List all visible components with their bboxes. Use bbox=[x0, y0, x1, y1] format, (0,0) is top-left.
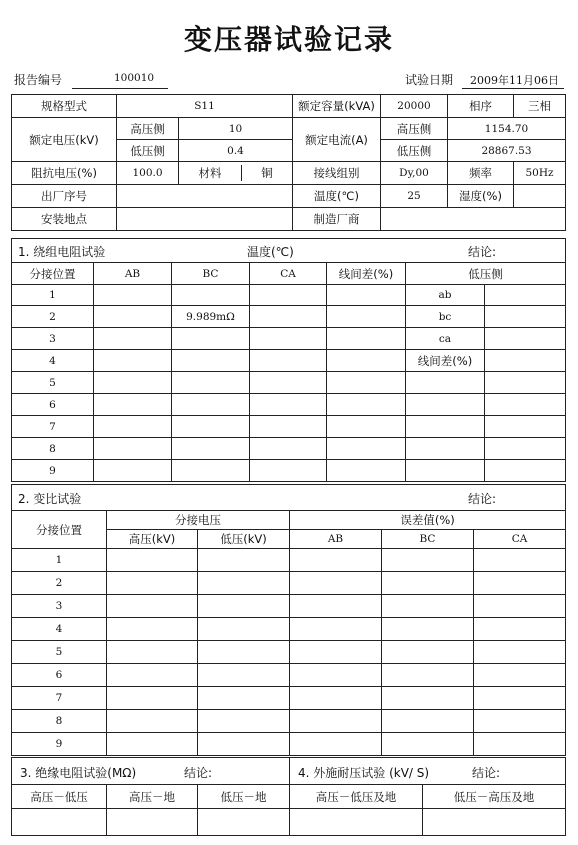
ins-col-lv-gnd: 低压－地 bbox=[198, 785, 290, 809]
winding-resistance-title: 1. 绕组电阻试验 bbox=[18, 245, 106, 259]
connection-value: Dy,00 bbox=[381, 162, 448, 185]
report-no-underline bbox=[72, 88, 168, 89]
ins-val-lv-gnd bbox=[198, 809, 290, 836]
ws-val-hv bbox=[290, 809, 423, 836]
serial-value bbox=[117, 185, 293, 208]
test-date-label: 试验日期 bbox=[405, 73, 454, 87]
table-row: 8 bbox=[12, 438, 94, 460]
winding-col-diff: 线间差(%) bbox=[327, 263, 406, 285]
material-value: 铜 bbox=[261, 166, 273, 180]
maker-value bbox=[381, 208, 566, 231]
humidity-label: 湿度(%) bbox=[448, 185, 514, 208]
impedance-label: 阻抗电压(%) bbox=[12, 162, 117, 185]
table-row: 6 bbox=[12, 394, 94, 416]
report-no-value: 100010 bbox=[114, 72, 155, 84]
ratio-col-ab: AB bbox=[290, 530, 382, 549]
ins-val-hv-lv bbox=[12, 809, 107, 836]
bc-row2-value: 9.989mΩ bbox=[172, 306, 250, 328]
lv-voltage-value: 0.4 bbox=[179, 140, 293, 162]
lv-bc-label: bc bbox=[406, 306, 485, 328]
impedance-value: 100.0 bbox=[117, 162, 179, 185]
table-row: 4 bbox=[12, 350, 94, 372]
winding-col-tap: 分接位置 bbox=[12, 263, 94, 285]
ratio-title: 2. 变比试验 bbox=[18, 492, 82, 506]
serial-label: 出厂序号 bbox=[12, 185, 117, 208]
table-row: 2 bbox=[12, 572, 107, 595]
freq-label: 频率 bbox=[448, 162, 514, 185]
winding-temp-label: 温度(℃) bbox=[247, 245, 294, 259]
ratio-conclusion-label: 结论: bbox=[468, 492, 497, 506]
maker-label: 制造厂商 bbox=[293, 208, 381, 231]
lv-diff-label: 线间差(%) bbox=[406, 350, 485, 372]
ratio-col-hv: 高压(kV) bbox=[107, 530, 198, 549]
ws-col-hv: 高压－低压及地 bbox=[290, 785, 423, 809]
connection-label: 接线组别 bbox=[293, 162, 381, 185]
site-label: 安装地点 bbox=[12, 208, 117, 231]
phase-value: 三相 bbox=[514, 95, 566, 118]
table-row: 5 bbox=[12, 641, 107, 664]
ratio-title-row bbox=[12, 485, 566, 511]
table-row: 3 bbox=[12, 328, 94, 350]
ratio-col-tap: 分接位置 bbox=[12, 511, 107, 549]
ins-val-hv-gnd bbox=[107, 809, 198, 836]
site-value bbox=[117, 208, 293, 231]
page-title: 变压器试验记录 bbox=[183, 23, 394, 56]
lv-current-value: 28867.53 bbox=[448, 140, 566, 162]
insulation-title: 3. 绝缘电阻试验(MΩ) bbox=[20, 766, 137, 780]
ratio-col-error: 误差值(%) bbox=[290, 511, 566, 530]
table-row: 1 bbox=[12, 285, 94, 306]
rated-current-label: 额定电流(A) bbox=[293, 118, 381, 162]
winding-resistance-title-row bbox=[12, 239, 566, 263]
ws-val-lv bbox=[423, 809, 566, 836]
hv-voltage-value: 10 bbox=[179, 118, 293, 140]
rated-voltage-label: 额定电压(kV) bbox=[12, 118, 117, 162]
table-row: 1 bbox=[12, 549, 107, 572]
temp-label: 温度(℃) bbox=[293, 185, 381, 208]
ins-col-hv-lv: 高压－低压 bbox=[12, 785, 107, 809]
ratio-test-table bbox=[11, 484, 566, 756]
material-label: 材料 bbox=[179, 165, 242, 181]
temp-value: 25 bbox=[381, 185, 448, 208]
table-row: 2 bbox=[12, 306, 94, 328]
freq-value: 50Hz bbox=[514, 162, 566, 185]
winding-col-bc: BC bbox=[172, 263, 250, 285]
info-table bbox=[11, 94, 566, 231]
table-row: 4 bbox=[12, 618, 107, 641]
test-date-value: 2009年11月06日 bbox=[470, 74, 559, 87]
humidity-value bbox=[514, 185, 566, 208]
winding-col-ca: CA bbox=[250, 263, 327, 285]
table-row: 9 bbox=[12, 733, 107, 756]
table-row: 5 bbox=[12, 372, 94, 394]
test-date-underline bbox=[462, 88, 564, 89]
lv-ab-label: ab bbox=[406, 285, 485, 306]
lv-current-label: 低压侧 bbox=[381, 140, 448, 162]
capacity-value: 20000 bbox=[381, 95, 448, 118]
report-no-label: 报告编号 bbox=[14, 73, 63, 87]
table-row: 9 bbox=[12, 460, 94, 482]
withstand-title-row bbox=[290, 758, 566, 785]
capacity-label: 额定容量(kVA) bbox=[293, 95, 381, 118]
phase-label: 相序 bbox=[448, 95, 514, 118]
lv-ca-label: ca bbox=[406, 328, 485, 350]
withstand-title: 4. 外施耐压试验 (kV/ S) bbox=[298, 766, 430, 780]
insulation-withstand-table bbox=[11, 757, 566, 836]
table-row: 7 bbox=[12, 687, 107, 710]
hv-voltage-label: 高压侧 bbox=[117, 118, 179, 140]
insulation-title-row bbox=[12, 758, 290, 785]
hv-current-label: 高压侧 bbox=[381, 118, 448, 140]
model-label: 规格型式 bbox=[12, 95, 117, 118]
model-value: S11 bbox=[117, 95, 293, 118]
hv-current-value: 1154.70 bbox=[448, 118, 566, 140]
ratio-col-ca: CA bbox=[474, 530, 566, 549]
winding-col-lv: 低压侧 bbox=[406, 263, 566, 285]
winding-col-ab: AB bbox=[94, 263, 172, 285]
table-row: 3 bbox=[12, 595, 107, 618]
winding-conclusion-label: 结论: bbox=[468, 245, 497, 259]
lv-voltage-label: 低压侧 bbox=[117, 140, 179, 162]
ratio-col-lv: 低压(kV) bbox=[198, 530, 290, 549]
withstand-conclusion-label: 结论: bbox=[472, 766, 501, 780]
winding-resistance-table bbox=[11, 238, 566, 482]
ratio-col-bc: BC bbox=[382, 530, 474, 549]
ws-col-lv: 低压－高压及地 bbox=[423, 785, 566, 809]
table-row: 6 bbox=[12, 664, 107, 687]
table-row: 8 bbox=[12, 710, 107, 733]
ins-col-hv-gnd: 高压－地 bbox=[107, 785, 198, 809]
insulation-conclusion-label: 结论: bbox=[184, 766, 213, 780]
ratio-col-tap-voltage: 分接电压 bbox=[107, 511, 290, 530]
table-row: 7 bbox=[12, 416, 94, 438]
